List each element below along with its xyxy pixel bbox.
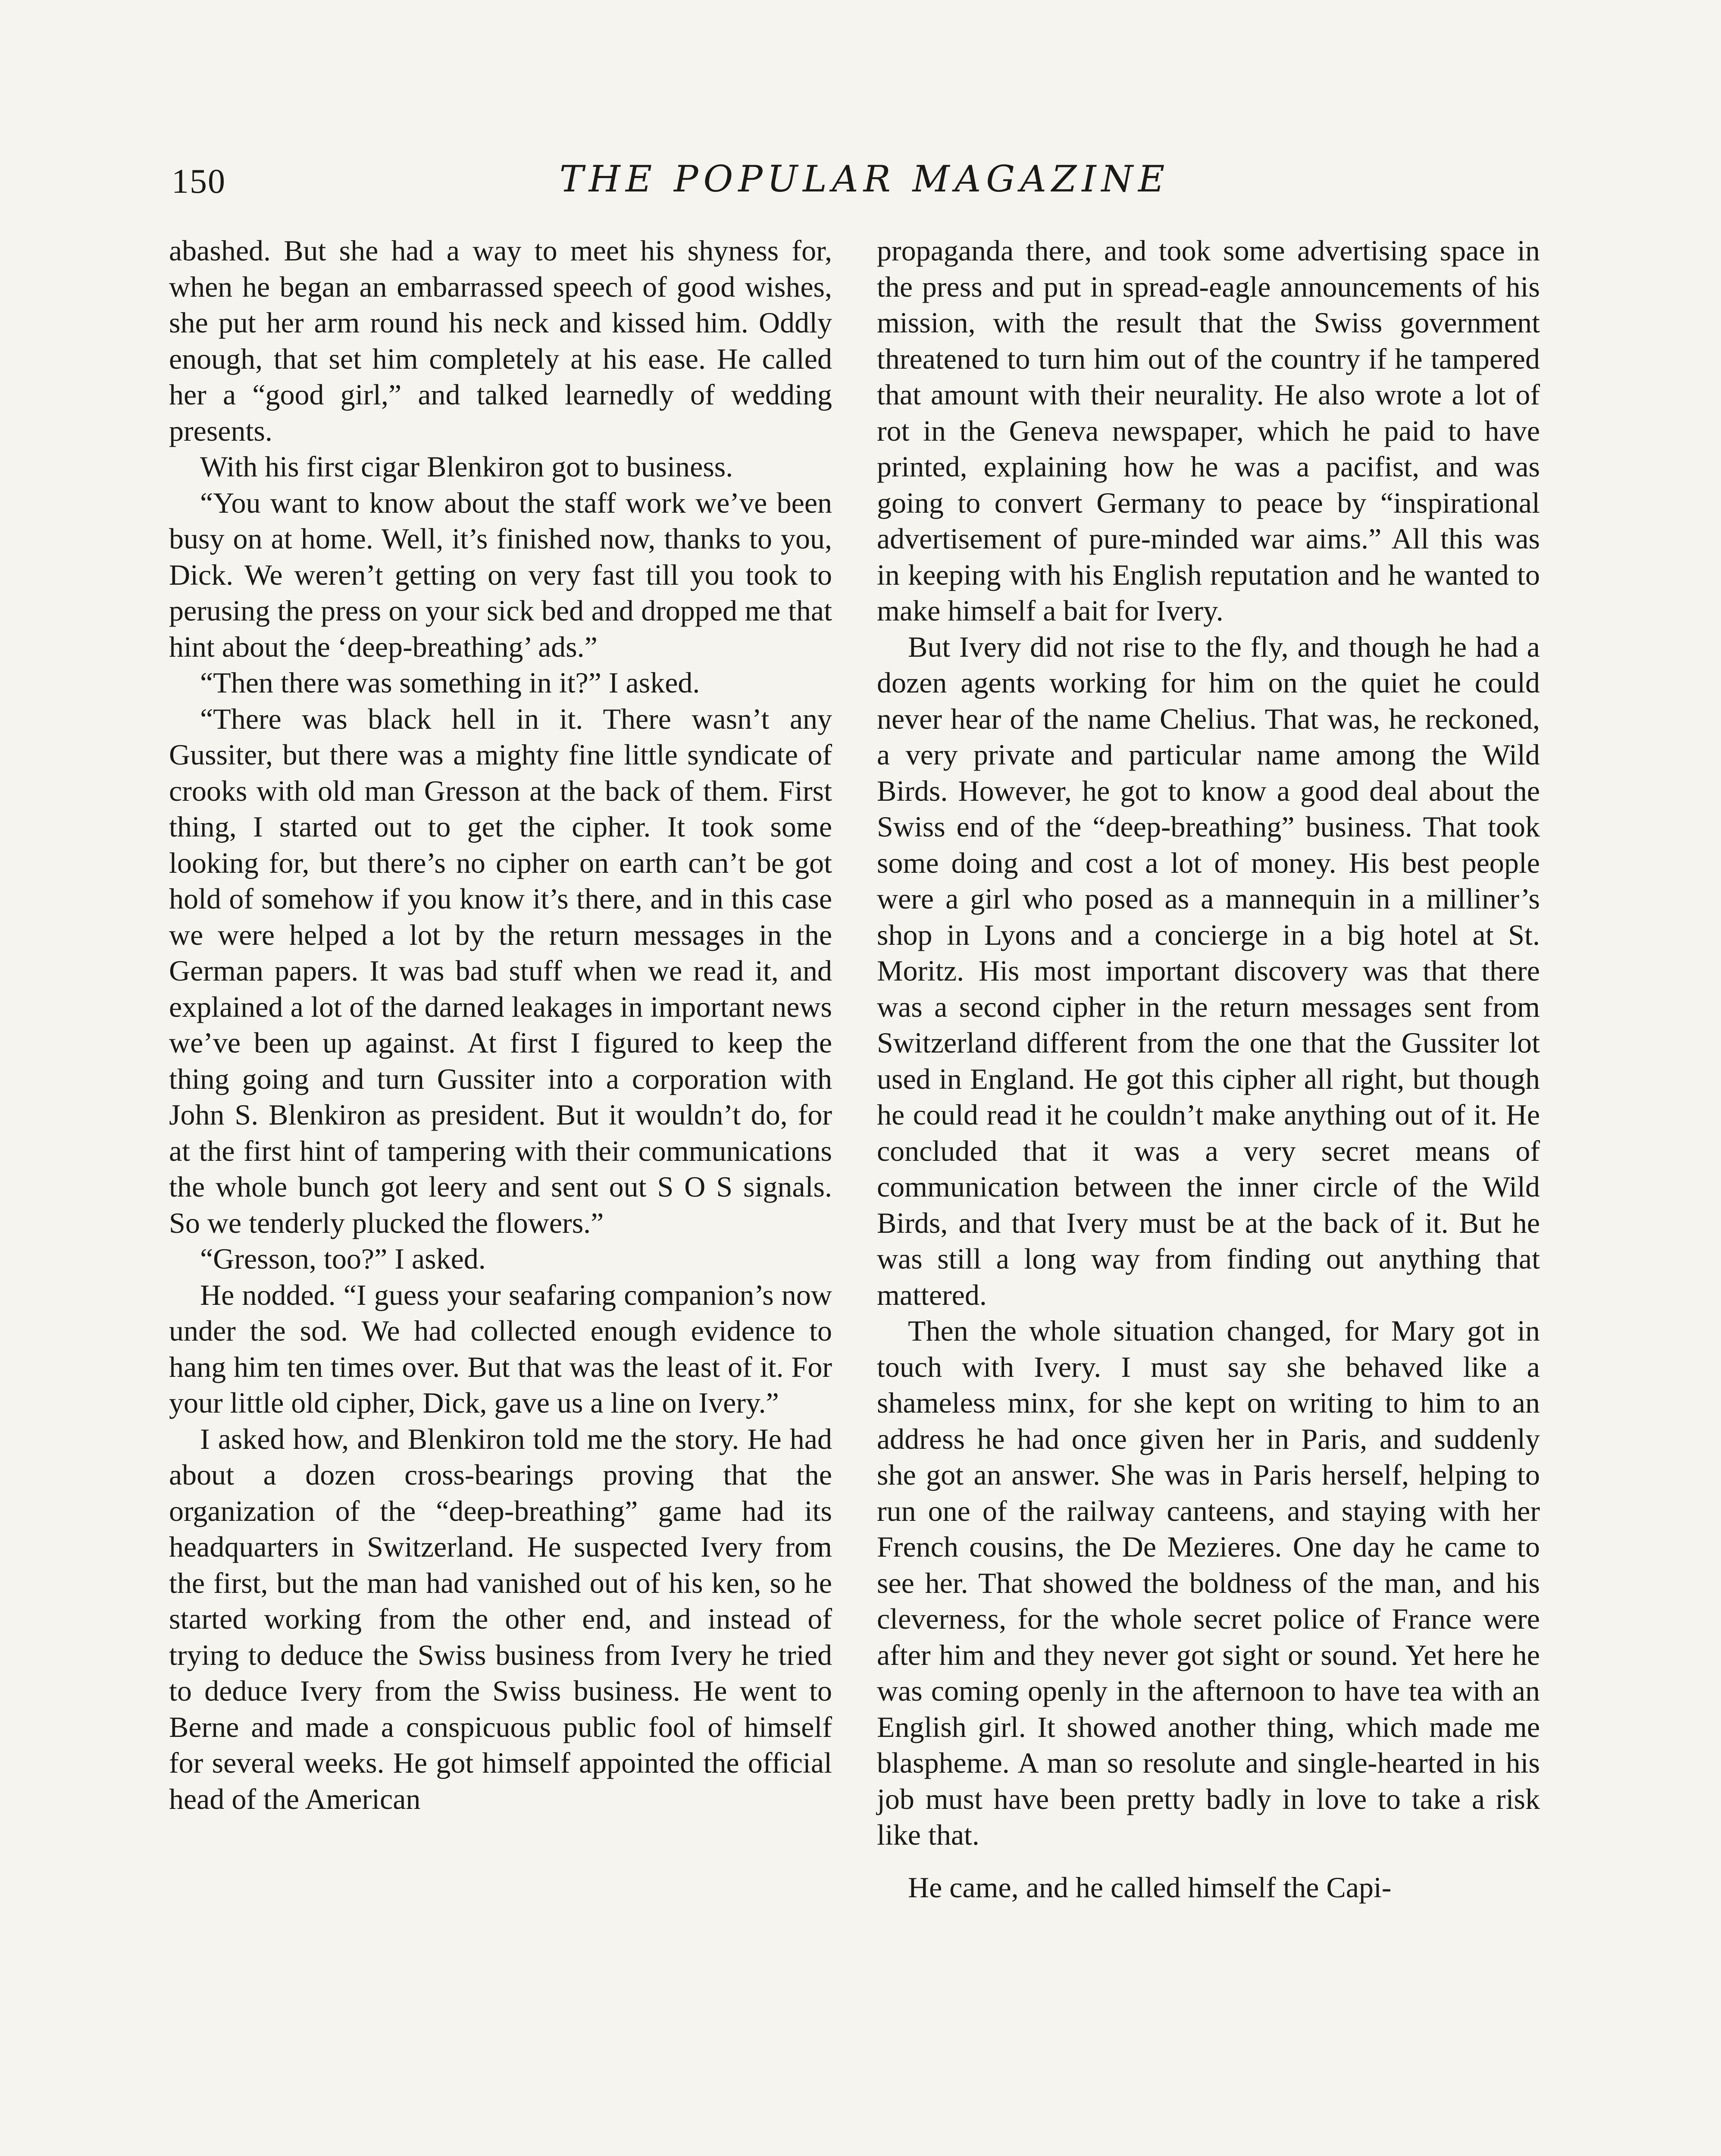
paragraph: I asked how, and Blenkiron told me the story. He had about a dozen cross-bearings proving that the organization of the “deep-breathing” game had its headquarters in Switzerland. He suspected Ivery from the first, but the man had vanished out of his ken, so he started working from the other end, and instead of trying to deduce the Swiss business from Ivery he tried to deduce Ivery from the Swiss business. He went to Berne and made a conspicuous public fool of himself for several weeks. He got himself appointed the official head of the American [169,1422,832,1815]
paragraph: “You want to know about the staff work we’ve been busy on at home. Well, it’s finished now, thanks to you, Dick. We weren’t getting on very fast till you took to perusing the press on your sick bed and dropped me that hint about the ‘deep-breathing’ ads.” [169,486,832,663]
paragraph: “Gresson, too?” I asked. [200,1242,486,1275]
paragraph: propaganda there, and took some advertising space in the press and put in spread-eagle announcements of his mission, with the result that the Swiss government threatened to turn him out of the country if he tampered that amount with their neurality. He also wrote a lot of rot in the Geneva newspaper, which he paid to have printed, explaining how he was a pacifist, and was going to convert Germany to peace by “inspirational advertisement of pure-minded war aims.” All this was in keeping with his English reputation and he wanted to make himself a bait for Ivery. [877,234,1540,627]
paragraph: Then the whole situation changed, for Mary got in touch with Ivery. I must say she behaved like a shameless minx, for she kept on writing to him to an address he had once given her in Paris, and suddenly she got an answer. She was in Paris herself, helping to run one of the railway canteens, and staying with her French cousins, the De Mezieres. One day he came to see her. That showed the boldness of the man, and his cleverness, for the whole secret police of France were after him and they never got sight or sound. Yet here he was coming openly in the afternoon to have tea with an English girl. It showed another thing, which made me blaspheme. A man so resolute and single-hearted in his job must have been pretty badly in love to take a risk like that. [877,1314,1540,1851]
right-column [877,233,1540,1905]
page-number: 150 [172,163,226,201]
paragraph: “There was black hell in it. There wasn’t any Gussiter, but there was a mighty fine little syndicate of crooks with old man Gresson at the back of them. First thing, I started out to get the cipher. It took some looking for, but there’s no cipher on earth can’t be got hold of somehow if you know it’s there, and in this case we were helped a lot by the return messages in the German papers. It was bad stuff when we read it, and explained a lot of the darned leakages in important news we’ve been up against. At first I figured to keep the thing going and turn Gussiter into a corporation with John S. Blenkiron as president. But it wouldn’t do, for at the first hint of tampering with their communications the whole bunch got leery and sent out S O S signals. So we tenderly plucked the flowers.” [169,702,832,1239]
running-title: THE POPULAR MAGAZINE [559,158,1170,200]
paragraph: But Ivery did not rise to the fly, and though he had a dozen agents working for him on the quiet he could never hear of the name Chelius. That was, he reckoned, a very private and particular name among the Wild Birds. However, he got to know a good deal about the Swiss end of the “deep-breathing” business. That took some doing and cost a lot of money. His best people were a girl who posed as a mannequin in a milliner’s shop in Lyons and a concierge in a big hotel at St. Moritz. His most important discovery was that there was a second cipher in the return messages sent from Switzerland different from the one that the Gussiter lot used in England. He got this cipher all right, but though he could read it he couldn’t make anything out of it. He concluded that it was a very secret means of communication between the inner circle of the Wild Birds, and that Ivery must be at the back of it. But he was still a long way from finding out anything that mattered. [877,630,1540,1311]
paragraph: With his first cigar Blenkiron got to business. [200,450,733,483]
paragraph: “Then there was something in it?” I asked. [200,666,700,699]
page-header [172,152,1558,216]
paragraph: He came, and he called himself the Capi- [908,1871,1392,1904]
left-column [169,233,832,1817]
paragraph: abashed. But she had a way to meet his shyness for, when he began an embarrassed speech of good wishes, she put her arm round his neck and kissed him. Oddly enough, that set him completely at his ease. He called her a “good girl,” and talked learnedly of wedding presents. [169,234,832,447]
paragraph: He nodded. “I guess your seafaring companion’s now under the sod. We had collected enough evidence to hang him ten times over. But that was the least of it. For your little old cipher, Dick, gave us a line on Ivery.” [169,1278,832,1419]
